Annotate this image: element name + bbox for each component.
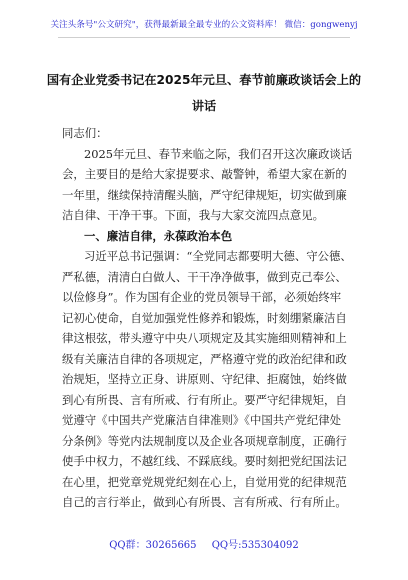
- paragraph-line: 分条例》等党内法规制度以及企业各项规章制度，正确行: [62, 433, 347, 448]
- paragraph-line: 一年里，继续保持清醒头脑，严守纪律规矩，切实做到廉: [62, 187, 347, 202]
- paragraph-line: 洁自律、干净干事。下面，我与大家交流四点意见。: [62, 208, 324, 222]
- header-divider: [58, 37, 350, 38]
- paragraph-line: 律这根弦，带头遵守中央八项规定及其实施细则精神和上: [62, 331, 347, 345]
- footer-qq-number: QQ号:535304092: [211, 540, 299, 551]
- title-line-2: 讲话: [191, 99, 217, 113]
- footer-contacts: [0, 536, 408, 551]
- paragraph-line: 在心里，把党章党规党纪刻在心上，自觉用党的纪律规范: [62, 474, 347, 489]
- title-line-1: 国有企业党委书记在2025年元旦、春节前廉政谈话会上的: [46, 73, 362, 87]
- paragraph-line: 严私德，清清白白做人、干干净净做事，做到克己奉公、: [62, 269, 347, 284]
- paragraph-line: 会，主要目的是给大家提要求、敲警钟，希望大家在新的: [62, 167, 347, 181]
- paragraph-line: 觉遵守《中国共产党廉洁自律准则》《中国共产党纪律处: [62, 413, 342, 427]
- paragraph-line: 记初心使命，自觉加强党性修养和锻炼，时刻绷紧廉洁自: [62, 310, 347, 325]
- paragraph-line: 治规矩，坚持立正身、讲原则、守纪律、拒腐蚀，始终做: [62, 372, 347, 386]
- paragraph-line: 自己的言行举止，做到心有所畏、言有所戒、行有所止。: [62, 495, 347, 509]
- paragraph-line: 2025年元旦、春节来临之际，我们召开这次廉政谈话: [84, 146, 352, 161]
- document-body: [62, 123, 352, 513]
- footer-qq-group: QQ群：30265665: [109, 540, 197, 551]
- paragraph-line: 习近平总书记强调：“全党同志都要明大德、守公德、: [84, 249, 352, 263]
- document-title: [40, 67, 368, 119]
- header-note: 关注头条号"公文研究"，获得最新最全最专业的公文资料库！ 微信：gongwenyj: [50, 20, 358, 30]
- paragraph-line: 以俭修身”。作为国有企业的党员领导干部，必须始终牢: [62, 290, 342, 304]
- paragraph-line: 使手中权力，不越红线、不踩底线。要时刻把党纪国法记: [62, 454, 347, 468]
- section-heading: 一、廉洁自律，永葆政治本色: [84, 228, 233, 243]
- paragraph-line: 到心有所畏、言有所戒、行有所止。要严守纪律规矩，自: [62, 392, 347, 407]
- salutation: 同志们：: [62, 126, 108, 140]
- paragraph-line: 级有关廉洁自律的各项规定，严格遵守党的政治纪律和政: [62, 351, 347, 366]
